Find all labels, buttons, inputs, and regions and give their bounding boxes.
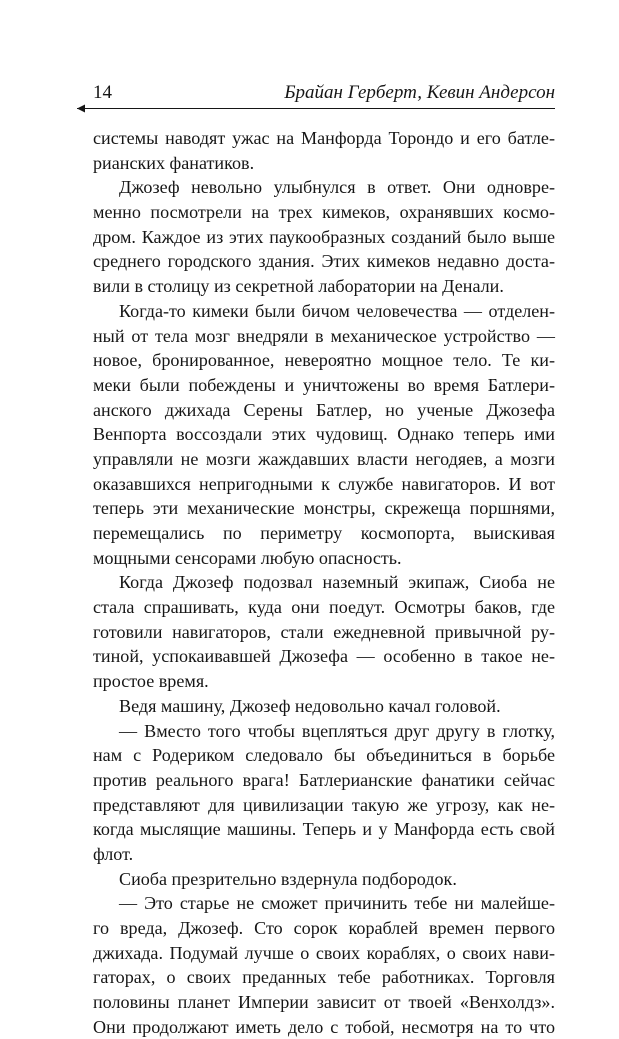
- text-line: стала спрашивать, куда они поедут. Осмотры баков, где: [93, 597, 555, 618]
- text-line: — Это старье не сможет причинить тебе ни малейше-: [119, 893, 555, 914]
- text-line: Когда Джозеф подозвал наземный экипаж, Сиоба не: [119, 572, 555, 593]
- text-line: джихада. Подумай лучше о своих кораблях, о своих нави-: [93, 942, 555, 963]
- text-line: анского джихада Серены Батлер, но ученые Джозефа: [93, 399, 555, 420]
- text-line: новое, бронированное, невероятно мощное тело. Те ки-: [93, 350, 555, 371]
- running-title: Брайан Герберт, Кевин Андерсон: [284, 82, 555, 103]
- text-line: рианских фанатиков.: [93, 152, 255, 173]
- text-line: дром. Каждое из этих паукообразных созданий было выше: [93, 226, 555, 247]
- text-line: Венпорта воссоздали этих чудовищ. Однако теперь ими: [93, 424, 555, 445]
- text-line: готовили навигаторов, стали ежедневной привычной ру-: [93, 621, 555, 642]
- text-line: среднего городского здания. Этих кимеков недавно доста-: [93, 251, 555, 272]
- text-line: менно посмотрели на трех кимеков, охранявших космо-: [93, 202, 555, 223]
- text-line: Ведя машину, Джозеф недовольно качал головой.: [119, 695, 501, 716]
- text-line: когда мыслящие машины. Теперь и у Манфорда есть свой: [93, 819, 555, 840]
- header-rule: [77, 108, 555, 109]
- text-line: представляют для цивилизации такую же угрозу, как не-: [93, 794, 555, 815]
- text-line: половины планет Империи зависит от твоей «Венхолдз».: [93, 992, 555, 1013]
- text-line: Когда-то кимеки были бичом человечества — отделен-: [119, 300, 555, 321]
- text-line: ный от тела мозг внедряли в механическое устройство —: [93, 325, 555, 346]
- text-line: простое время.: [93, 671, 209, 692]
- text-line: оказавшихся непригодными к службе навигаторов. И вот: [93, 473, 555, 494]
- text-line: нам с Родериком следовало бы объединиться в борьбе: [93, 745, 555, 766]
- page-number: 14: [93, 82, 112, 103]
- text-line: тиной, успокаивавшей Джозефа — особенно в такое не-: [93, 646, 555, 667]
- text-line: вили в столицу из секретной лаборатории на Денали.: [93, 276, 504, 297]
- text-line: перемещались по периметру космопорта, выискивая: [93, 523, 555, 543]
- running-head: [93, 81, 555, 109]
- text-line: теперь эти механические монстры, скрежеща поршнями,: [93, 498, 555, 519]
- body-text: [93, 126, 555, 1039]
- text-line: Они продолжают иметь дело с тобой, несмотря на то что: [93, 1016, 555, 1037]
- text-line: Сиоба презрительно вздернула подбородок.: [119, 868, 457, 889]
- text-line: мощными сенсорами любую опасность.: [93, 547, 402, 568]
- text-line: гаторах, о своих преданных тебе работниках. Торговля: [93, 967, 555, 988]
- text-line: меки были побеждены и уничтожены во время Батлери-: [93, 374, 555, 395]
- text-line: флот.: [93, 843, 134, 864]
- text-line: управляли не мозги жаждавших власти негодяев, а мозги: [93, 448, 555, 469]
- text-line: — Вместо того чтобы вцепляться друг другу в глотку,: [119, 720, 555, 741]
- text-line: против реального врага! Батлерианские фанатики сейчас: [93, 769, 555, 790]
- text-line: Джозеф невольно улыбнулся в ответ. Они одновре-: [119, 177, 555, 198]
- text-line: системы наводят ужас на Манфорда Торондо и его батле-: [93, 128, 555, 148]
- text-line: го вреда, Джозеф. Сто сорок кораблей времен первого: [93, 918, 555, 938]
